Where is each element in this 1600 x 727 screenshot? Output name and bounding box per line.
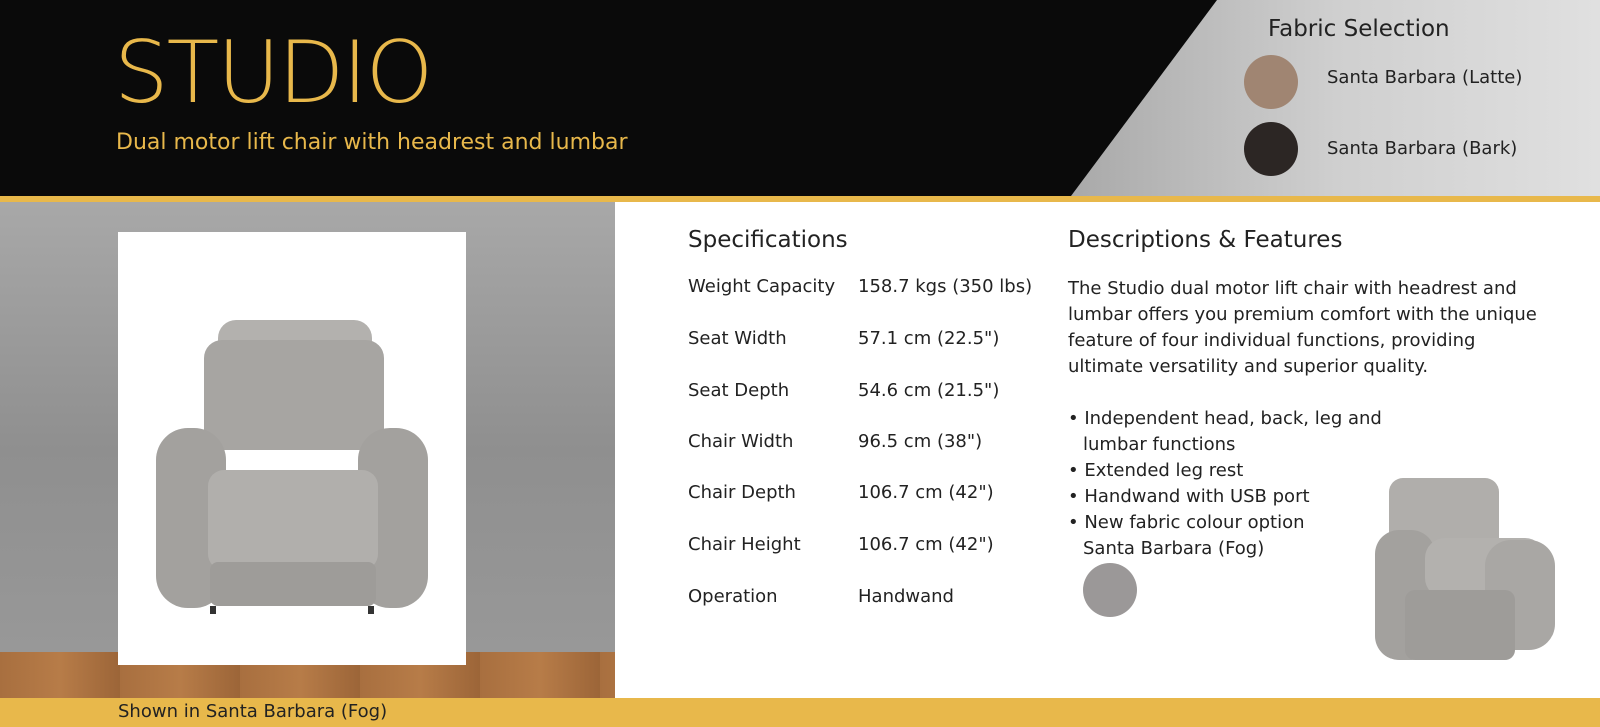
feature-item-4: • New fabric colour option: [1068, 512, 1305, 533]
swatch-bark-label: Santa Barbara (Bark): [1327, 138, 1518, 159]
photo-caption: Shown in Santa Barbara (Fog): [118, 701, 388, 722]
spec-value-chair-width: 96.5 cm (38"): [858, 431, 983, 452]
spec-label-chair-width: Chair Width: [688, 431, 794, 452]
descriptions-heading: Descriptions & Features: [1068, 227, 1343, 253]
spec-value-weight-capacity: 158.7 kgs (350 lbs): [858, 276, 1033, 297]
spec-label-seat-depth: Seat Depth: [688, 380, 790, 401]
swatch-latte-label: Santa Barbara (Latte): [1327, 67, 1523, 88]
swatch-bark[interactable]: [1244, 122, 1298, 176]
spec-value-seat-depth: 54.6 cm (21.5"): [858, 380, 1000, 401]
product-title: STUDIO: [114, 23, 432, 123]
feature-item-2: • Extended leg rest: [1068, 460, 1244, 481]
spec-label-seat-width: Seat Width: [688, 328, 787, 349]
feature-item-1: • Independent head, back, leg and: [1068, 408, 1382, 429]
chair-front-image: [118, 232, 466, 665]
spec-label-chair-height: Chair Height: [688, 534, 801, 555]
product-photo-card: [118, 232, 466, 665]
spec-value-chair-depth: 106.7 cm (42"): [858, 482, 994, 503]
fabric-selection-heading: Fabric Selection: [1268, 16, 1450, 42]
spec-label-weight-capacity: Weight Capacity: [688, 276, 836, 297]
product-subtitle: Dual motor lift chair with headrest and lumbar: [116, 130, 628, 155]
swatch-latte[interactable]: [1244, 55, 1298, 109]
spec-value-chair-height: 106.7 cm (42"): [858, 534, 994, 555]
feature-item-1-continued: lumbar functions: [1083, 434, 1236, 455]
specifications-heading: Specifications: [688, 227, 848, 253]
feature-item-4-continued: Santa Barbara (Fog): [1083, 538, 1265, 559]
spec-label-chair-depth: Chair Depth: [688, 482, 796, 503]
spec-label-operation: Operation: [688, 586, 778, 607]
spec-value-seat-width: 57.1 cm (22.5"): [858, 328, 1000, 349]
feature-item-3: • Handwand with USB port: [1068, 486, 1310, 507]
description-paragraph: The Studio dual motor lift chair with headrest and lumbar offers you premium comfort with the unique feature of four individual functions, providing ultimate versatility and superior quality.: [1068, 278, 1537, 377]
feature-list: [1068, 406, 1388, 562]
swatch-fog[interactable]: [1083, 563, 1137, 617]
chair-angled-image: [1365, 470, 1565, 680]
spec-value-operation: Handwand: [858, 586, 954, 607]
